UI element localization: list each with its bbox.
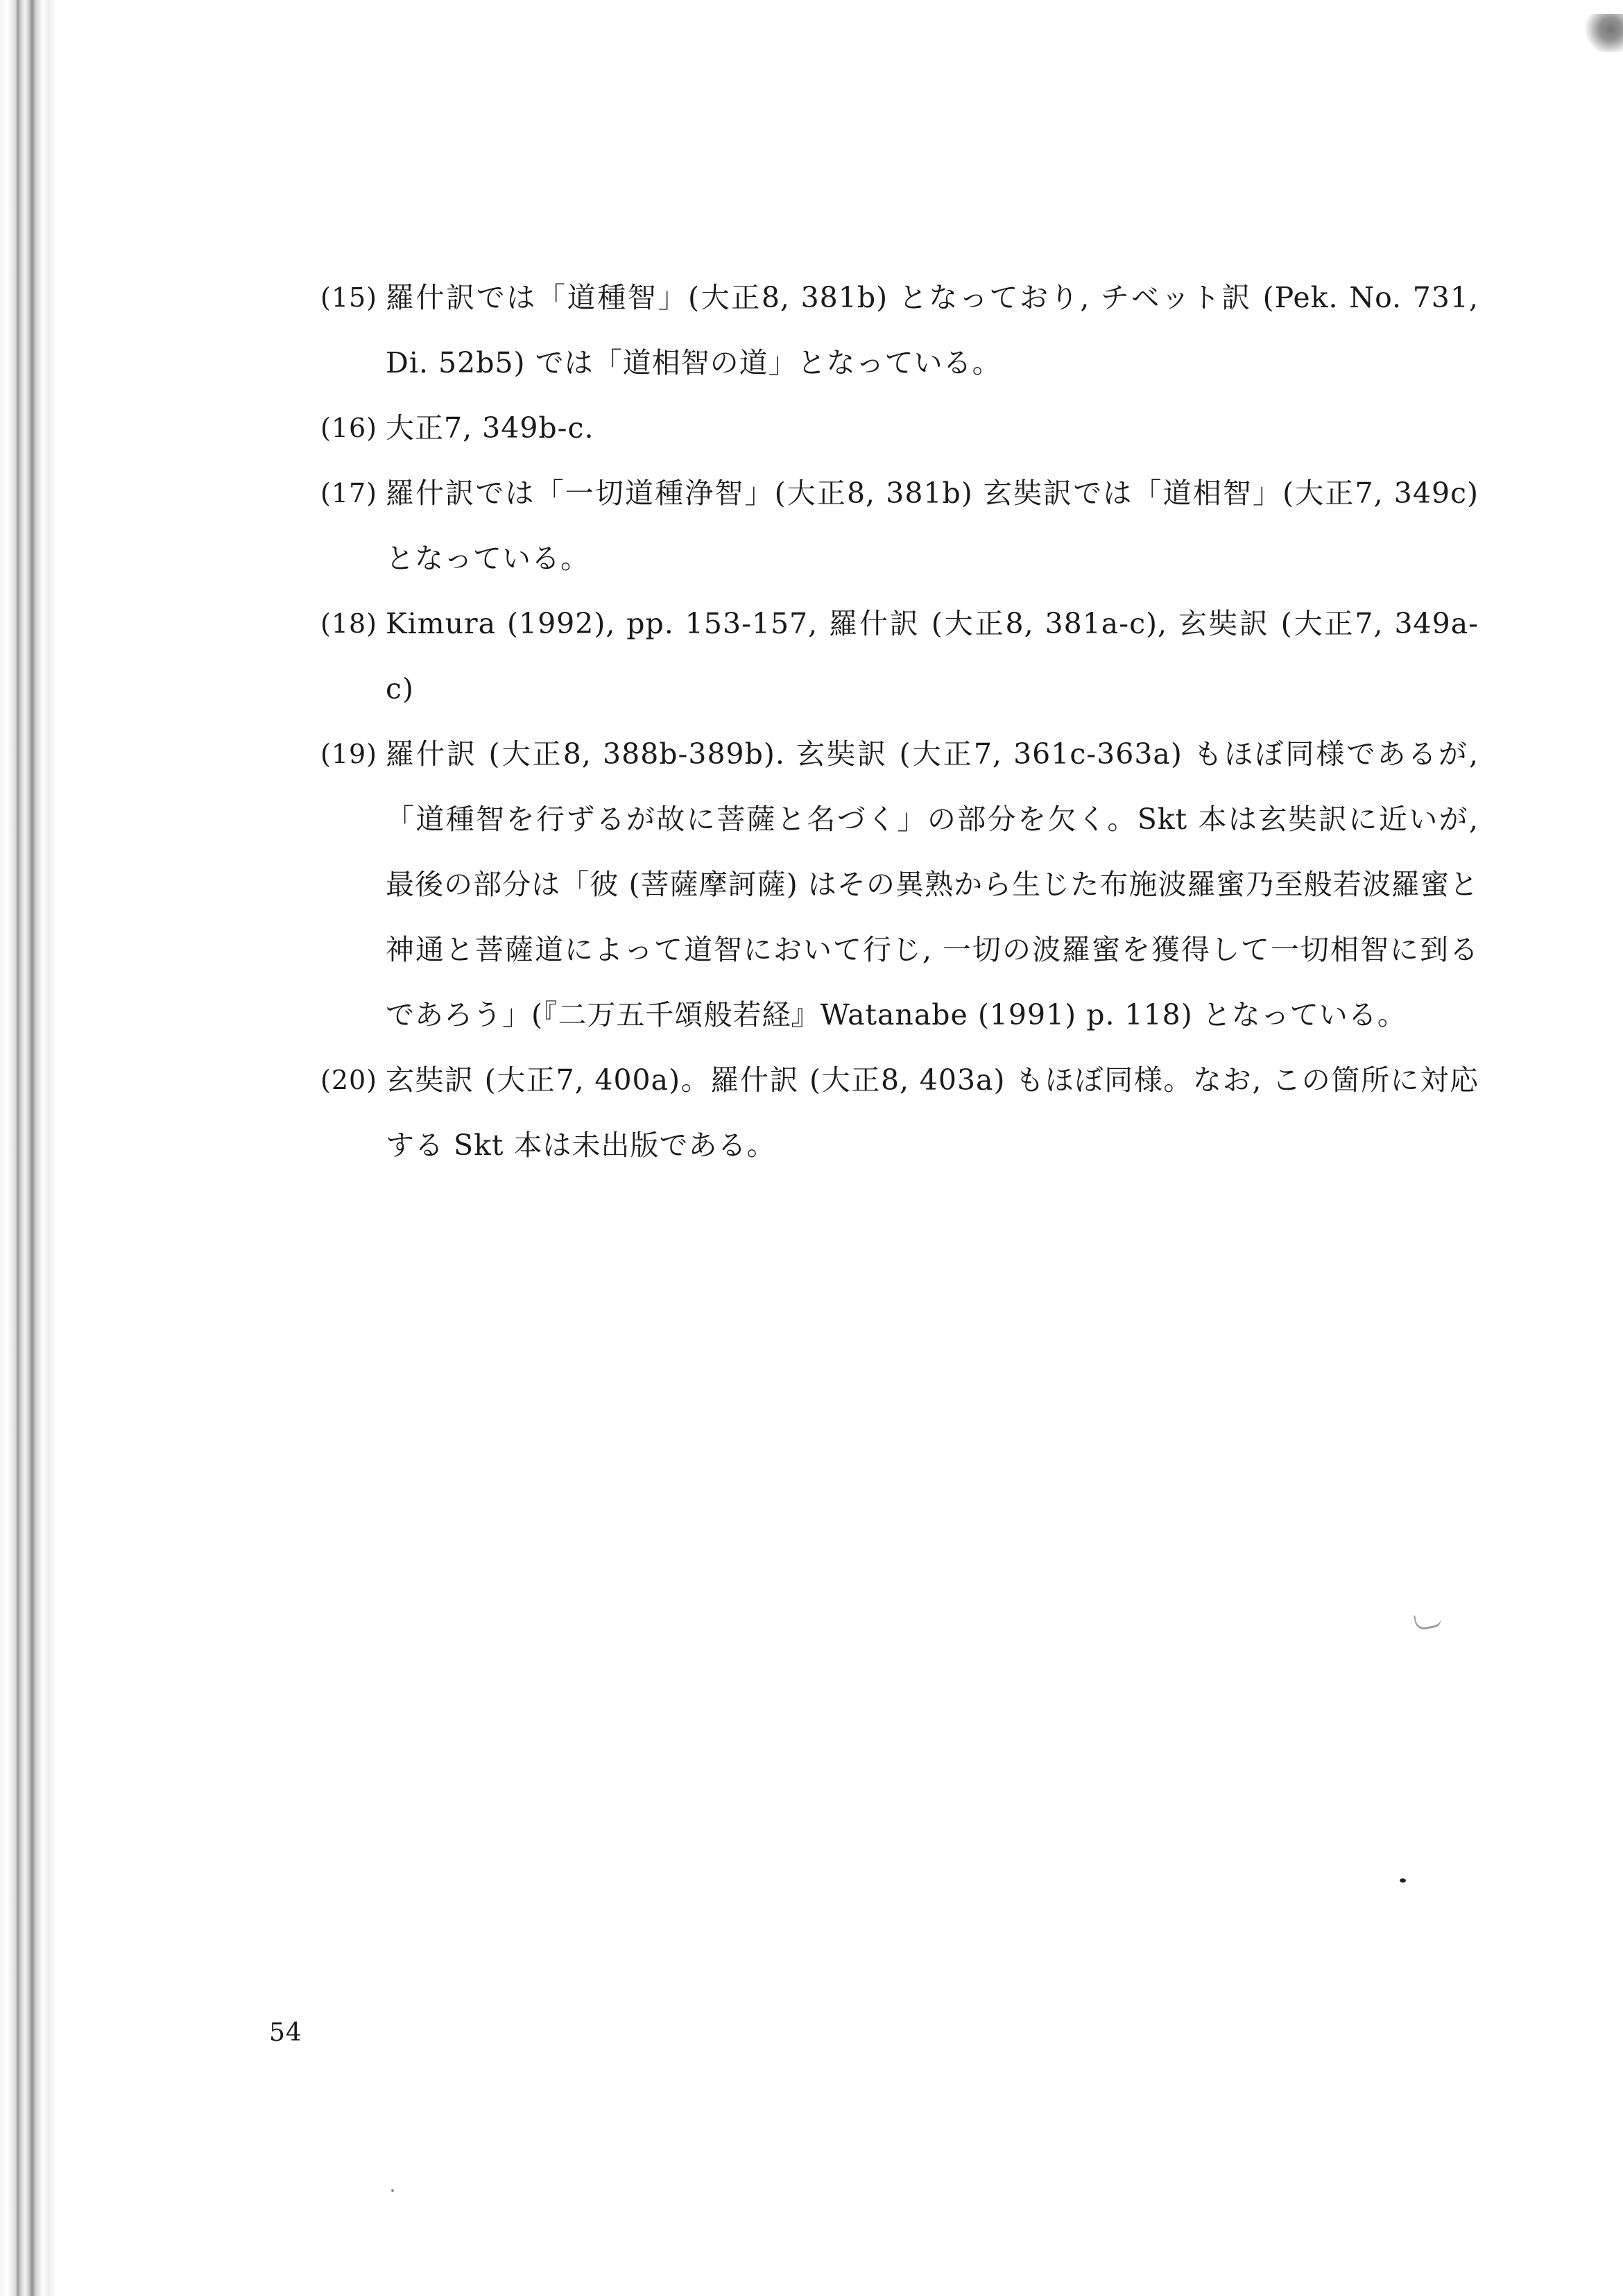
note-number: (16) — [320, 413, 378, 443]
note-number: (17) — [320, 478, 378, 508]
endnote-18 — [320, 591, 1479, 721]
endnotes-list — [320, 265, 1479, 1178]
note-text: 羅什訳では「道種智」(大正8, 381b) となっており, チベット訳 (Pek. No. 731, Di. 52b5) では「道相智の道」となっている。 — [386, 281, 1479, 379]
scan-speck — [391, 2189, 394, 2192]
note-text: 羅什訳 (大正8, 388b-389b). 玄奘訳 (大正7, 361c-363a) もほぼ同様であるが, 「道種智を行ずるが故に菩薩と名づく」の部分を欠く。Skt 本は玄奘訳に近いが, 最後の部分は「彼 (菩薩摩訶薩) はその異熟から生じた布施波羅蜜乃至般若波羅蜜と神通と菩薩道によって道智において行じ, 一切の波羅蜜を獲得して一切相智に到るであろう」(『二万五千頌般若経』Watanabe (1991) p. 118) となっている。 — [386, 737, 1479, 1031]
scan-corner-mark — [1581, 14, 1623, 52]
note-number: (19) — [320, 739, 378, 769]
note-text: 羅什訳では「一切道種浄智」(大正8, 381b) 玄奘訳では「道相智」(大正7, 349c) となっている。 — [386, 477, 1479, 575]
scan-speck — [1400, 1878, 1406, 1883]
pencil-mark — [1414, 1610, 1443, 1631]
scan-gutter-shadow — [0, 0, 55, 2296]
endnote-16 — [320, 395, 1479, 461]
page-number: 54 — [269, 2019, 302, 2047]
endnote-19 — [320, 721, 1479, 1047]
endnote-17 — [320, 461, 1479, 591]
note-text: 玄奘訳 (大正7, 400a)。羅什訳 (大正8, 403a) もほぼ同様。なお, この箇所に対応する Skt 本は未出版である。 — [386, 1063, 1479, 1162]
note-number: (20) — [320, 1065, 378, 1095]
note-number: (18) — [320, 608, 378, 639]
note-text: 大正7, 349b-c. — [386, 411, 594, 445]
note-text: Kimura (1992), pp. 153-157, 羅什訳 (大正8, 381a-c), 玄奘訳 (大正7, 349a-c) — [386, 607, 1479, 705]
note-number: (15) — [320, 282, 378, 313]
endnote-20 — [320, 1047, 1479, 1178]
endnote-15 — [320, 265, 1479, 395]
